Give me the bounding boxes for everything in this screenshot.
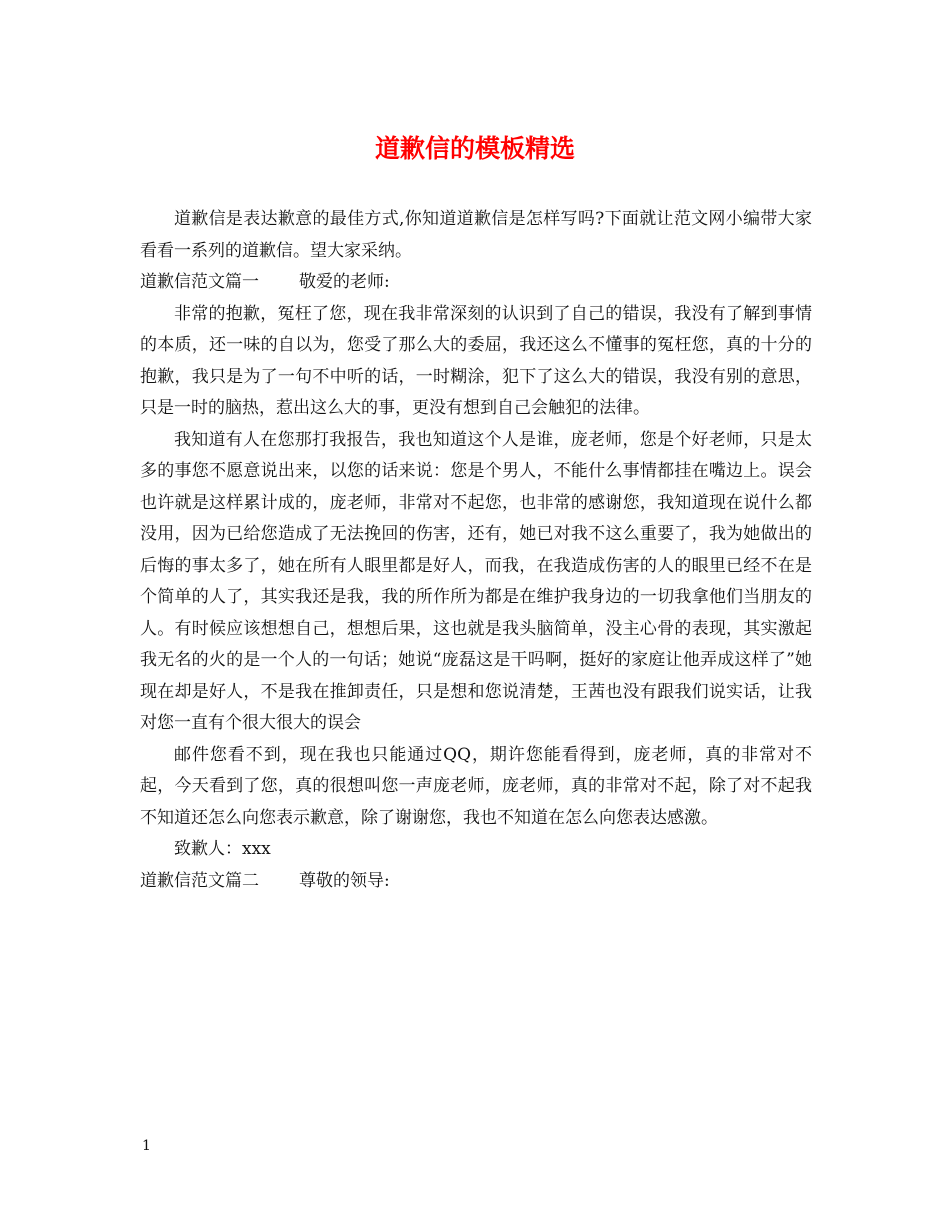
section-label: 道歉信范文篇二 bbox=[140, 870, 259, 891]
section-label: 道歉信范文篇一 bbox=[140, 272, 259, 292]
section-heading-2 bbox=[140, 866, 812, 898]
document-body bbox=[140, 204, 812, 897]
salutation: 尊敬的领导: bbox=[299, 870, 390, 891]
section-heading-1 bbox=[140, 267, 812, 299]
body-paragraph: 邮件您看不到，现在我也只能通过QQ，期许您能看得到，庞老师，真的非常对不起，今天看到了您，真的很想叫您一声庞老师，庞老师，真的非常对不起，除了对不起我不知道还怎么向您表示歉意，除了谢谢您，我也不知道在怎么向您表达感激。 bbox=[140, 744, 812, 828]
body-paragraph: 我知道有人在您那打我报告，我也知道这个人是谁，庞老师，您是个好老师，只是太多的事您不愿意说出来，以您的话来说：您是个男人，不能什么事情都挂在嘴边上。误会也许就是这样累计成的，庞老师，非常对不起您，也非常的感谢您，我知道现在说什么都没用，因为已给您造成了无法挽回的伤害，还有，她已对我不这么重要了，我为她做出的后悔的事太多了，她在所有人眼里都是好人，而我，在我造成伤害的人的眼里已经不在是个简单的人了，其实我还是我，我的所作所为都是在维护我身边的一切我拿他们当朋友的人。有时候应该想想自己，想想后果，这也就是我头脑简单，没主心骨的表现，其实激起我无名的火的是一个人的一句话；她说“庞磊这是干吗啊，挺好的家庭让他弄成这样了”她现在却是好人，不是我在推卸责任，只是想和您说清楚，王茜也没有跟我们说实话，让我对您一直有个很大很大的误会 bbox=[140, 429, 812, 733]
salutation: 敬爱的老师: bbox=[299, 272, 390, 292]
intro-paragraph: 道歉信是表达歉意的最佳方式,你知道道歉信是怎样写吗?下面就让范文网小编带大家看看一系列的道歉信。望大家采纳。 bbox=[140, 209, 812, 261]
page-title: 道歉信的模板精选 bbox=[374, 134, 575, 163]
body-paragraph: 非常的抱歉，冤枉了您，现在我非常深刻的认识到了自己的错误，我没有了解到事情的本质，还一味的自以为，您受了那么大的委屈，我还这么不懂事的冤枉您，真的十分的抱歉，我只是为了一句不中听的话，一时糊涂，犯下了这么大的错误，我没有别的意思，只是一时的脑热，惹出这么大的事，更没有想到自己会触犯的法律。 bbox=[140, 303, 812, 418]
signature-line: 致歉人：xxx bbox=[174, 839, 271, 859]
page-number: 1 bbox=[142, 1138, 151, 1154]
